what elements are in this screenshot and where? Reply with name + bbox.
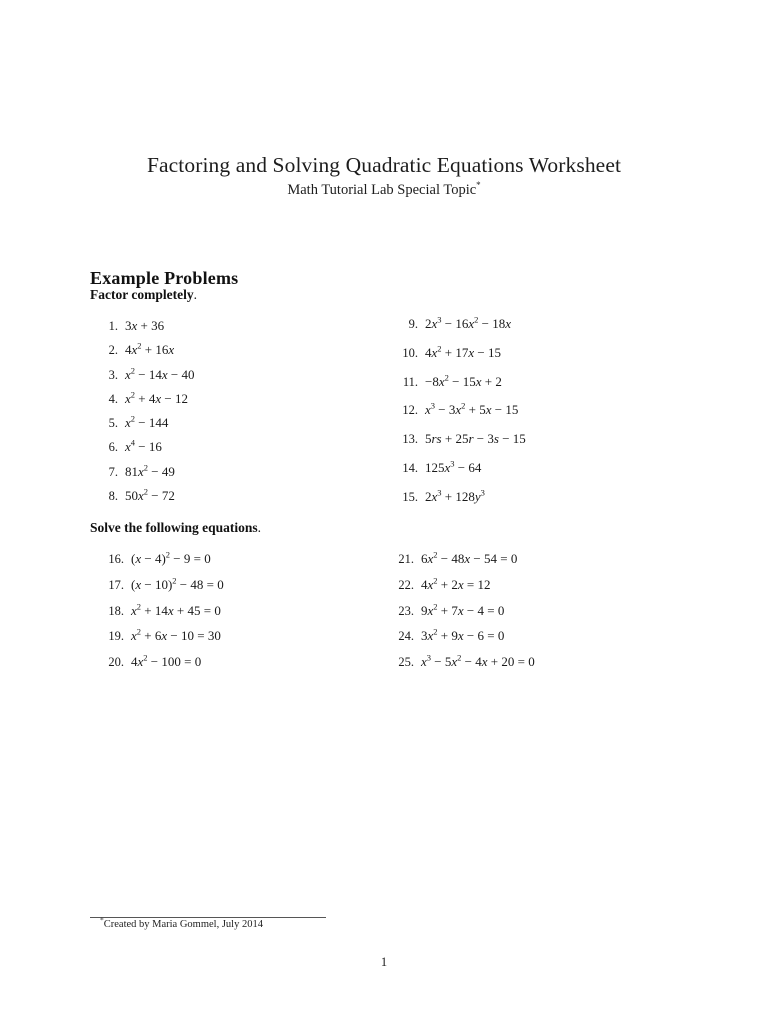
problem-expression: $125x^3 - 64$: [425, 458, 482, 475]
problem-number: 8.: [108, 489, 118, 504]
footnote: [100, 915, 263, 930]
problem-item: [104, 342, 195, 366]
problem-item: [394, 577, 535, 603]
instruction-factor-text: Factor completely: [90, 287, 194, 302]
problem-item: [104, 654, 224, 680]
page-subtitle: [0, 182, 768, 199]
problem-number: 1.: [108, 319, 118, 333]
problem-item: [104, 603, 224, 629]
problem-number: 17.: [108, 577, 124, 592]
problem-number: 24.: [398, 629, 414, 644]
problem-number: 2.: [108, 343, 118, 358]
problem-number: 10.: [402, 345, 418, 360]
problem-number: 13.: [402, 432, 418, 447]
problem-item: [104, 577, 224, 603]
section-heading-example-problems: Example Problems: [90, 267, 239, 288]
instruction-factor-completely: [90, 287, 197, 303]
subtitle-footnote-marker: *: [476, 180, 481, 191]
problem-expression: $4x^2 + 2x = 12$: [421, 575, 491, 592]
problem-item: [104, 551, 224, 577]
problem-expression: $2x^3 + 128y^3$: [425, 487, 485, 504]
problem-expression: $4x^2 - 100 = 0$: [131, 652, 202, 670]
problem-item: [104, 464, 195, 488]
problem-number: 23.: [398, 603, 414, 618]
problem-expression: $-8x^2 - 15x + 2$: [425, 372, 502, 389]
problem-item: [394, 551, 535, 577]
problem-number: 25.: [398, 655, 414, 670]
problem-number: 5.: [108, 416, 118, 431]
problem-item: [104, 488, 195, 512]
problem-expression: $x^2 + 14x + 45 = 0$: [131, 601, 221, 618]
problem-column-factor-left: [104, 318, 195, 512]
footnote-text: Created by Maria Gommel, July 2014: [103, 919, 263, 930]
problem-expression: $9x^2 + 7x - 4 = 0$: [421, 601, 505, 618]
problem-number: 4.: [108, 391, 118, 406]
problem-expression: $x^3 - 3x^2 + 5x - 15$: [425, 401, 519, 418]
problem-item: [104, 415, 195, 439]
page-number: 1: [380, 955, 388, 969]
problem-expression: $x^4 - 16$: [125, 438, 162, 455]
problem-expression: $81x^2 - 49$: [125, 462, 175, 479]
problem-item: [398, 345, 526, 374]
problem-number: 22.: [398, 577, 414, 592]
footnote-divider: [90, 917, 326, 918]
problem-expression: $x^2 + 4x - 12$: [125, 389, 188, 406]
problem-expression: 5rs + 25r − 3s − 15: [425, 431, 526, 447]
problem-number: 20.: [108, 655, 124, 670]
problem-expression: $(x - 10)^2 - 48 = 0$: [131, 575, 224, 592]
footnote-marker: *: [100, 915, 104, 925]
problem-column-solve-left: [104, 551, 224, 680]
problem-item: [104, 439, 195, 463]
problem-item: [104, 318, 195, 342]
problem-item: [398, 489, 526, 518]
problem-number: 7.: [108, 464, 118, 479]
problem-item: [398, 316, 526, 345]
problem-number: 9.: [408, 317, 418, 331]
problem-number: 3.: [108, 367, 118, 382]
instruction-factor-period: .: [193, 287, 197, 302]
problem-number: 16.: [108, 552, 124, 566]
problem-expression: $4x^2 + 16x$: [125, 340, 175, 358]
problem-expression: $4x^2 + 17x - 15$: [425, 343, 501, 360]
problem-expression: $(x - 4)^2 - 9 = 0$: [131, 549, 211, 566]
problem-number: 19.: [108, 629, 124, 644]
problem-item: [104, 367, 195, 391]
problem-number: 14.: [402, 460, 418, 475]
problem-item: [398, 374, 526, 403]
problem-item: [394, 654, 535, 680]
problem-item: [394, 628, 535, 654]
problem-number: 18.: [108, 603, 124, 618]
page-subtitle-text: Math Tutorial Lab Special Topic: [287, 182, 477, 198]
instruction-solve-text: Solve the following equations: [90, 520, 258, 535]
problem-number: 12.: [402, 403, 418, 418]
problem-expression: $50x^2 - 72$: [125, 486, 175, 504]
problem-number: 11.: [402, 374, 418, 389]
problem-column-solve-right: [394, 551, 535, 680]
problem-expression: $x^2 + 6x - 10 = 30$: [131, 627, 221, 644]
problem-expression: $x^3 - 5x^2 - 4x + 20 = 0$: [421, 652, 535, 670]
problem-expression: $x^2 - 14x - 40$: [125, 365, 195, 382]
page-title: Factoring and Solving Quadratic Equations Worksheet: [146, 153, 622, 178]
problem-item: [398, 460, 526, 489]
problem-item: [398, 402, 526, 431]
problem-item: [394, 603, 535, 629]
instruction-solve-equations: [90, 520, 261, 536]
problem-expression: 3x + 36: [125, 318, 165, 333]
instruction-solve-period: .: [257, 520, 262, 535]
problem-item: [104, 628, 224, 654]
problem-expression: $x^2 - 144$: [125, 413, 169, 431]
problem-item: [398, 431, 526, 460]
problem-number: 21.: [398, 552, 414, 566]
problem-column-factor-right: [398, 316, 526, 518]
problem-number: 15.: [402, 489, 418, 504]
problem-expression: $6x^2 - 48x - 54 = 0$: [421, 549, 518, 566]
problem-expression: $2x^3 - 16x^2 - 18x$: [425, 314, 512, 331]
problem-expression: $3x^2 + 9x - 6 = 0$: [421, 627, 505, 644]
problem-item: [104, 391, 195, 415]
problem-number: 6.: [108, 440, 118, 455]
